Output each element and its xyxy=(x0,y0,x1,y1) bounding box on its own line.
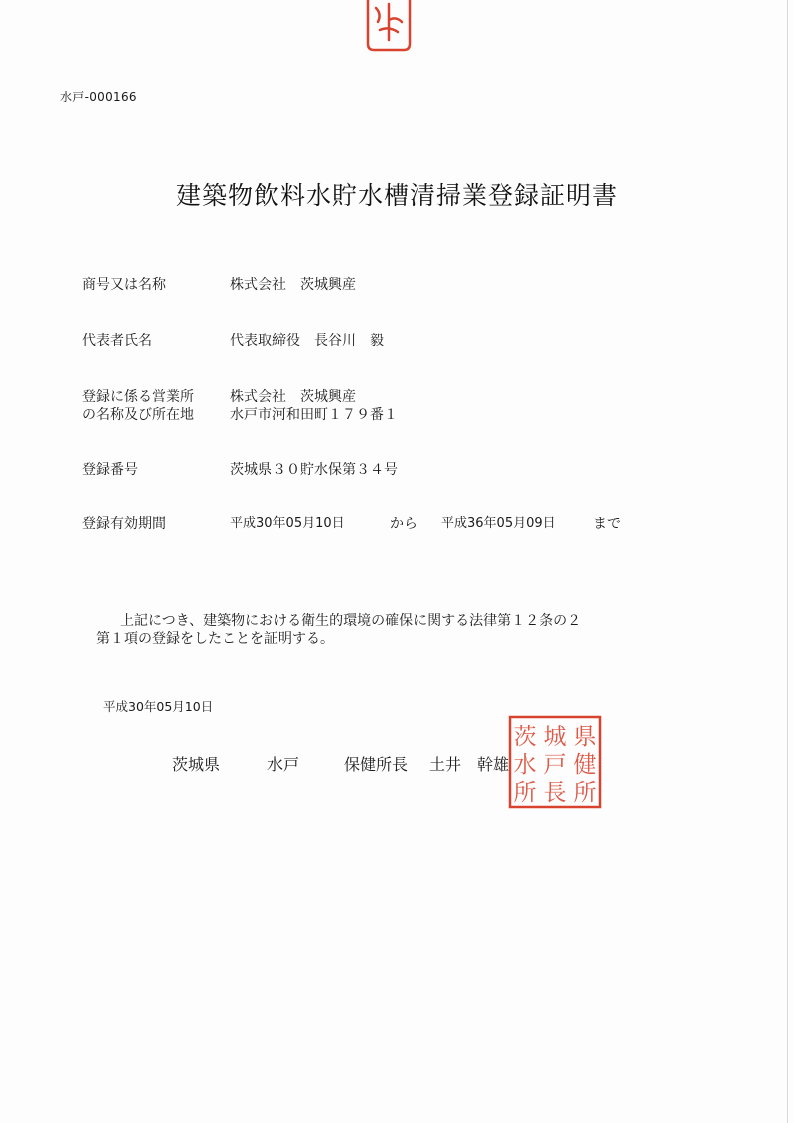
representative-value: 代表取締役 長谷川 毅 xyxy=(230,333,384,349)
statement-line-1: 上記につき、建築物における衛生的環境の確保に関する法律第１２条の２ xyxy=(120,613,582,629)
certification-statement xyxy=(96,612,696,648)
validity-end-date: 平成36年05月09日 xyxy=(441,516,556,531)
svg-text:県: 県 xyxy=(573,724,597,750)
page-title: 建築物飲料水貯水槽清掃業登録証明書 xyxy=(175,181,618,210)
validity-period-label: 登録有効期間 xyxy=(82,516,166,532)
svg-text:所: 所 xyxy=(573,780,597,806)
issuer-title: 保健所長 xyxy=(344,755,409,774)
svg-text:長: 長 xyxy=(543,780,567,806)
svg-text:健: 健 xyxy=(573,752,597,778)
svg-text:水: 水 xyxy=(513,752,537,778)
partial-seal-stamp xyxy=(362,0,416,52)
registration-number-label: 登録番号 xyxy=(82,462,138,478)
office-name-value: 株式会社 茨城興産 xyxy=(230,389,356,405)
office-label-line2: の名称及び所在地 xyxy=(82,407,194,423)
svg-text:城: 城 xyxy=(543,724,567,750)
validity-start-date: 平成30年05月10日 xyxy=(230,516,345,531)
validity-suffix: まで xyxy=(593,516,621,532)
issuer-prefecture: 茨城県 xyxy=(172,755,221,774)
validity-connector: から xyxy=(390,516,418,532)
svg-text:茨: 茨 xyxy=(513,724,537,750)
issue-date: 平成30年05月10日 xyxy=(103,699,214,714)
issuer-name: 土井 幹雄 xyxy=(429,755,510,774)
representative-label: 代表者氏名 xyxy=(82,333,152,349)
page-edge-line xyxy=(787,0,788,1123)
svg-text:所: 所 xyxy=(513,780,537,806)
svg-text:戸: 戸 xyxy=(543,752,567,778)
official-seal-stamp xyxy=(507,714,603,810)
office-label-line1: 登録に係る営業所 xyxy=(82,389,194,405)
registration-number-value: 茨城県３０貯水保第３４号 xyxy=(230,462,398,478)
office-address-value: 水戸市河和田町１７９番１ xyxy=(230,407,398,423)
issuer-office: 水戸 xyxy=(267,755,300,774)
statement-line-2: 第１項の登録をしたことを証明する。 xyxy=(96,631,334,647)
trade-name-label: 商号又は名称 xyxy=(82,277,166,293)
trade-name-value: 株式会社 茨城興産 xyxy=(230,277,356,293)
document-number: 水戸-000166 xyxy=(60,90,137,104)
